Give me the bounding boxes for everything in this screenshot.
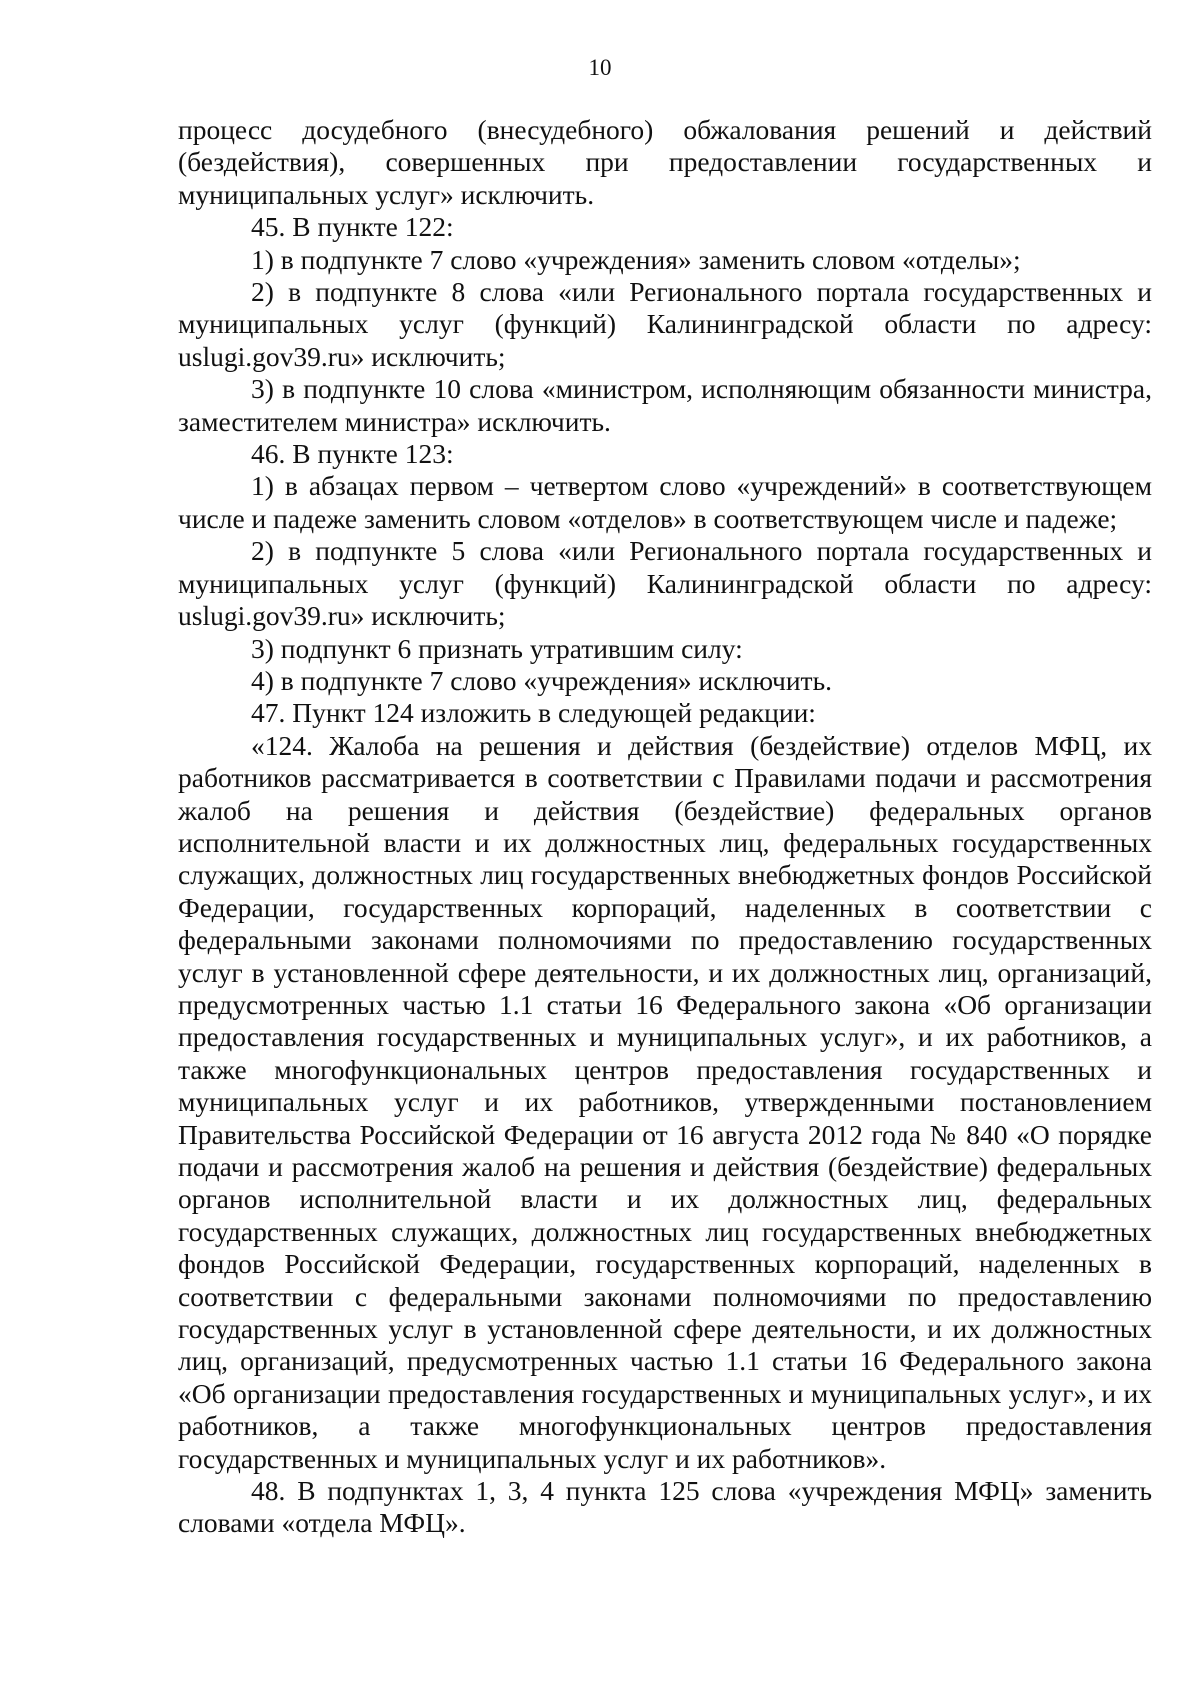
paragraph-continuation: процесс досудебного (внесудебного) обжалования решений и действий (бездействия), совершенных при предоставлении государственных и муниципальных услуг» исключить.	[178, 114, 1152, 210]
document-body	[178, 114, 1152, 1540]
paragraph-item-45-2: 2) в подпункте 8 слова «или Регионального портала государственных и муниципальных услуг (функций) Калининградской области по адресу: uslugi.gov39.ru» исключить;	[178, 276, 1152, 372]
paragraph-item-47: 47. Пункт 124 изложить в следующей редакции:	[251, 697, 816, 729]
paragraph-item-46-4: 4) в подпункте 7 слово «учреждения» исключить.	[251, 664, 832, 696]
paragraph-item-45: 45. В пункте 122:	[251, 211, 454, 243]
paragraph-item-48: 48. В подпунктах 1, 3, 4 пункта 125 слова «учреждения МФЦ» заменить словами «отдела МФЦ».	[178, 1475, 1152, 1539]
paragraph-item-124-text: «124. Жалоба на решения и действия (бездействие) отделов МФЦ, их работников рассматривается в соответствии с Правилами подачи и рассмотрения жалоб на решения и действия (бездействие) федеральных органов исполнительной власти и их должностных лиц, федеральных государственных служащих, должностных лиц государственных внебюджетных фондов Российской Федерации, государственных корпораций, наделенных в соответствии с федеральными законами полномочиями по предоставлению государственных услуг в установленной сфере деятельности, и их должностных лиц, организаций, предусмотренных частью 1.1 статьи 16 Федерального закона «Об организации предоставления государственных и муниципальных услуг», и их работников, а также многофункциональных центров предоставления государственных и муниципальных услуг и их работников, утвержденными постановлением Правительства Российской Федерации от 16 августа 2012 года № 840 «О порядке подачи и рассмотрения жалоб на решения и действия (бездействие) федеральных органов исполнительной власти и их должностных лиц, федеральных государственных служащих, должностных лиц государственных внебюджетных фондов Российской Федерации, государственных корпораций, наделенных в соответствии с федеральными законами полномочиями по предоставлению государственных услуг в установленной сфере деятельности, и их должностных лиц, организаций, предусмотренных частью 1.1 статьи 16 Федерального закона «Об организации предоставления государственных и муниципальных услуг», и их работников, а также многофункциональных центров предоставления государственных и муниципальных услуг и их работников».	[178, 729, 1152, 1474]
paragraph-item-46: 46. В пункте 123:	[251, 438, 454, 470]
paragraph-item-46-2: 2) в подпункте 5 слова «или Регионального портала государственных и муниципальных услуг (функций) Калининградской области по адресу: uslugi.gov39.ru» исключить;	[178, 535, 1152, 632]
paragraph-item-45-3: 3) в подпункте 10 слова «министром, исполняющим обязанности министра, заместителем министра» исключить.	[178, 373, 1152, 437]
paragraph-item-45-1: 1) в подпункте 7 слово «учреждения» заменить словом «отделы»;	[251, 243, 1021, 275]
page-number: 10	[588, 55, 612, 80]
paragraph-item-46-3: 3) подпункт 6 признать утратившим силу:	[251, 632, 743, 664]
paragraph-item-46-1: 1) в абзацах первом – четвертом слово «учреждений» в соответствующем числе и падеже заменить словом «отделов» в соответствующем числе и падеже;	[178, 470, 1152, 534]
